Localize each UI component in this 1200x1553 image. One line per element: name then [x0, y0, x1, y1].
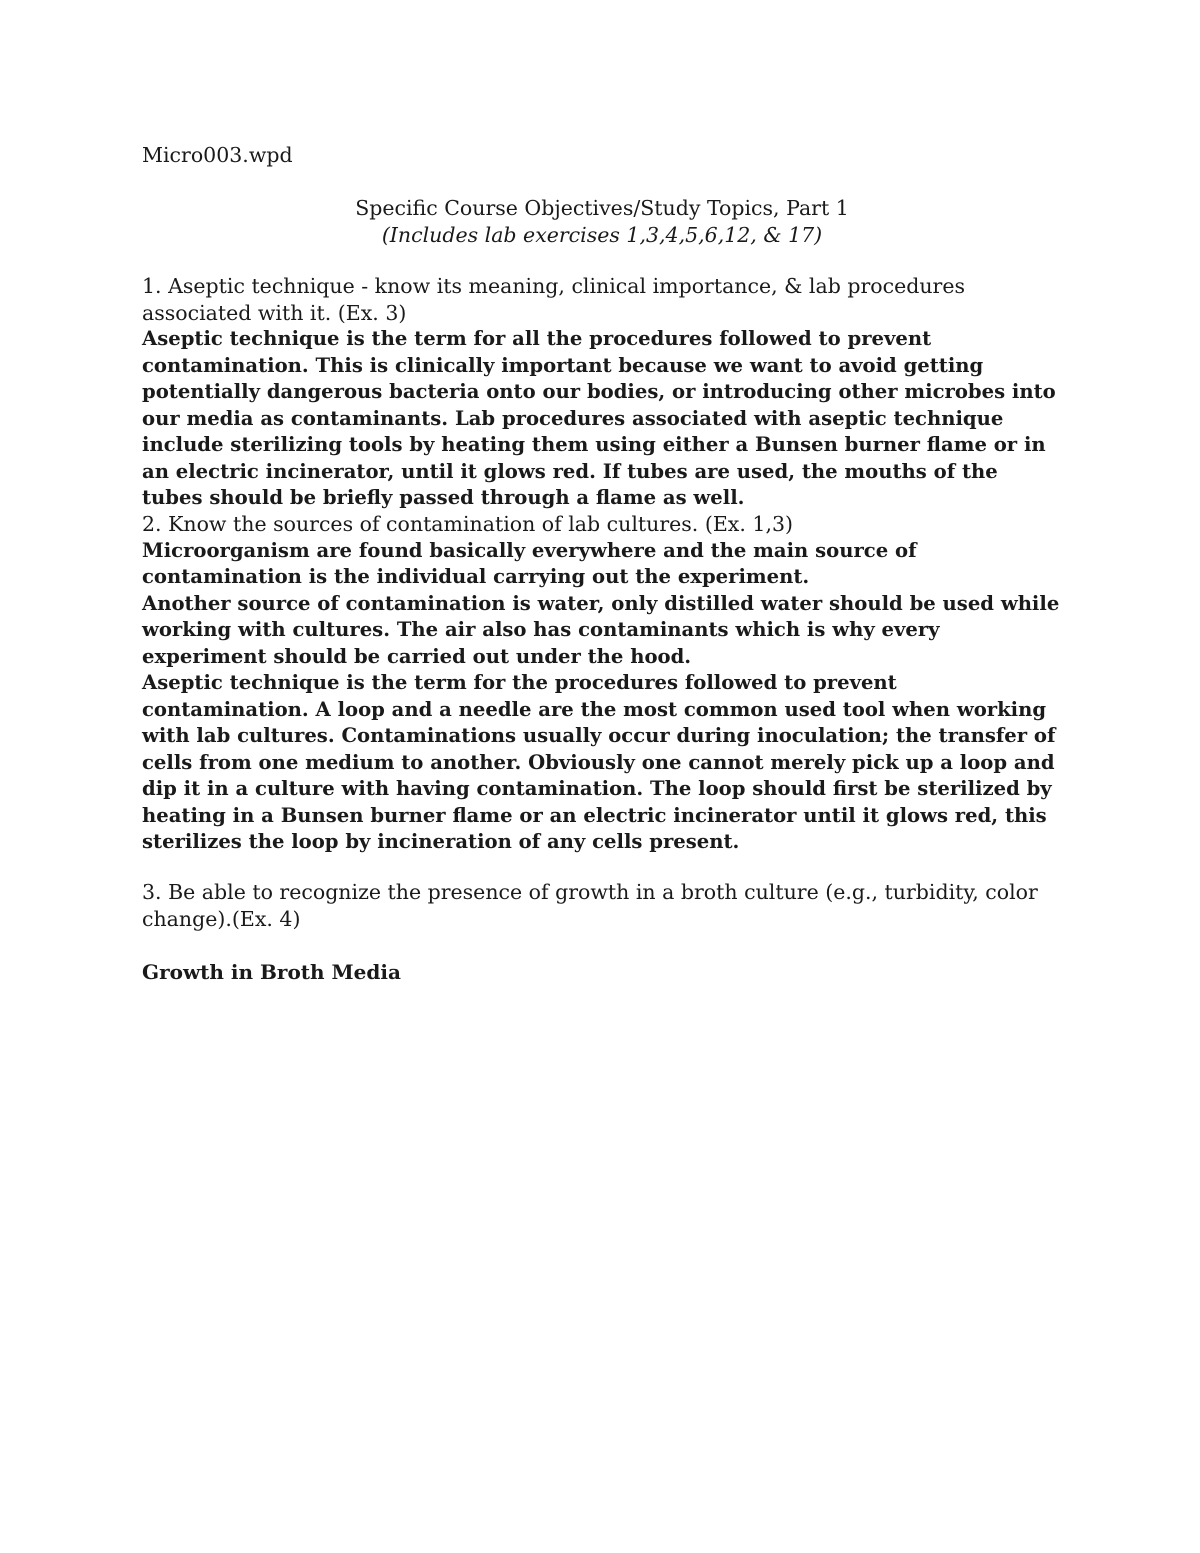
- objective-answer-2b: Another source of contamination is water, only distilled water should be used while working with cultures. The air also has contaminants which is why every experiment should be carried out under the hood.: [142, 591, 1060, 668]
- objective-answer-2c: Aseptic technique is the term for the procedures followed to prevent contamination. A loop and a needle are the most common used tool when working with lab cultures. Contaminations usually occur during inoculation; the transfer of cells from one medium to another. Obviously one cannot merely pick up a loop and dip it in a culture with having contamination. The loop should first be sterilized by heating in a Bunsen burner flame or an electric incinerator until it glows red, this sterilizes the loop by incineration of any cells present.: [142, 671, 1056, 853]
- document-subtitle: (Includes lab exercises 1,3,4,5,6,12, & 17): [381, 222, 823, 247]
- growth-heading: Growth in Broth Media: [142, 960, 401, 984]
- objective-answer-1: Aseptic technique is the term for all the procedures followed to prevent contamination. This is clinically important because we want to avoid getting potentially dangerous bacteria onto our bodies, or introducing other microbes into our media as contaminants. Lab procedures associated with aseptic technique include sterilizing tools by heating them using either a Bunsen burner flame or in an electric incinerator, until it glows red. If tubes are used, the mouths of the tubes should be briefly passed through a flame as well.: [142, 327, 1056, 509]
- objective-answer-2a: Microorganism are found basically everywhere and the main source of contamination is the individual carrying out the experiment.: [142, 538, 917, 588]
- objective-question-3: 3. Be able to recognize the presence of growth in a broth culture (e.g., turbidity, color change).(Ex. 4): [142, 880, 1038, 931]
- objective-question-2: 2. Know the sources of contamination of lab cultures. (Ex. 1,3): [142, 512, 793, 536]
- objective-question-1: 1. Aseptic technique - know its meaning, clinical importance, & lab procedures associated with it. (Ex. 3): [142, 274, 965, 325]
- objective-section-1: [142, 273, 1062, 512]
- document-filename: Micro003.wpd: [142, 143, 293, 167]
- title-block: [142, 195, 1062, 248]
- objective-section-2: [142, 511, 1062, 856]
- document-title: Specific Course Objectives/Study Topics, Part 1: [355, 196, 849, 220]
- objective-section-3: [142, 879, 1062, 932]
